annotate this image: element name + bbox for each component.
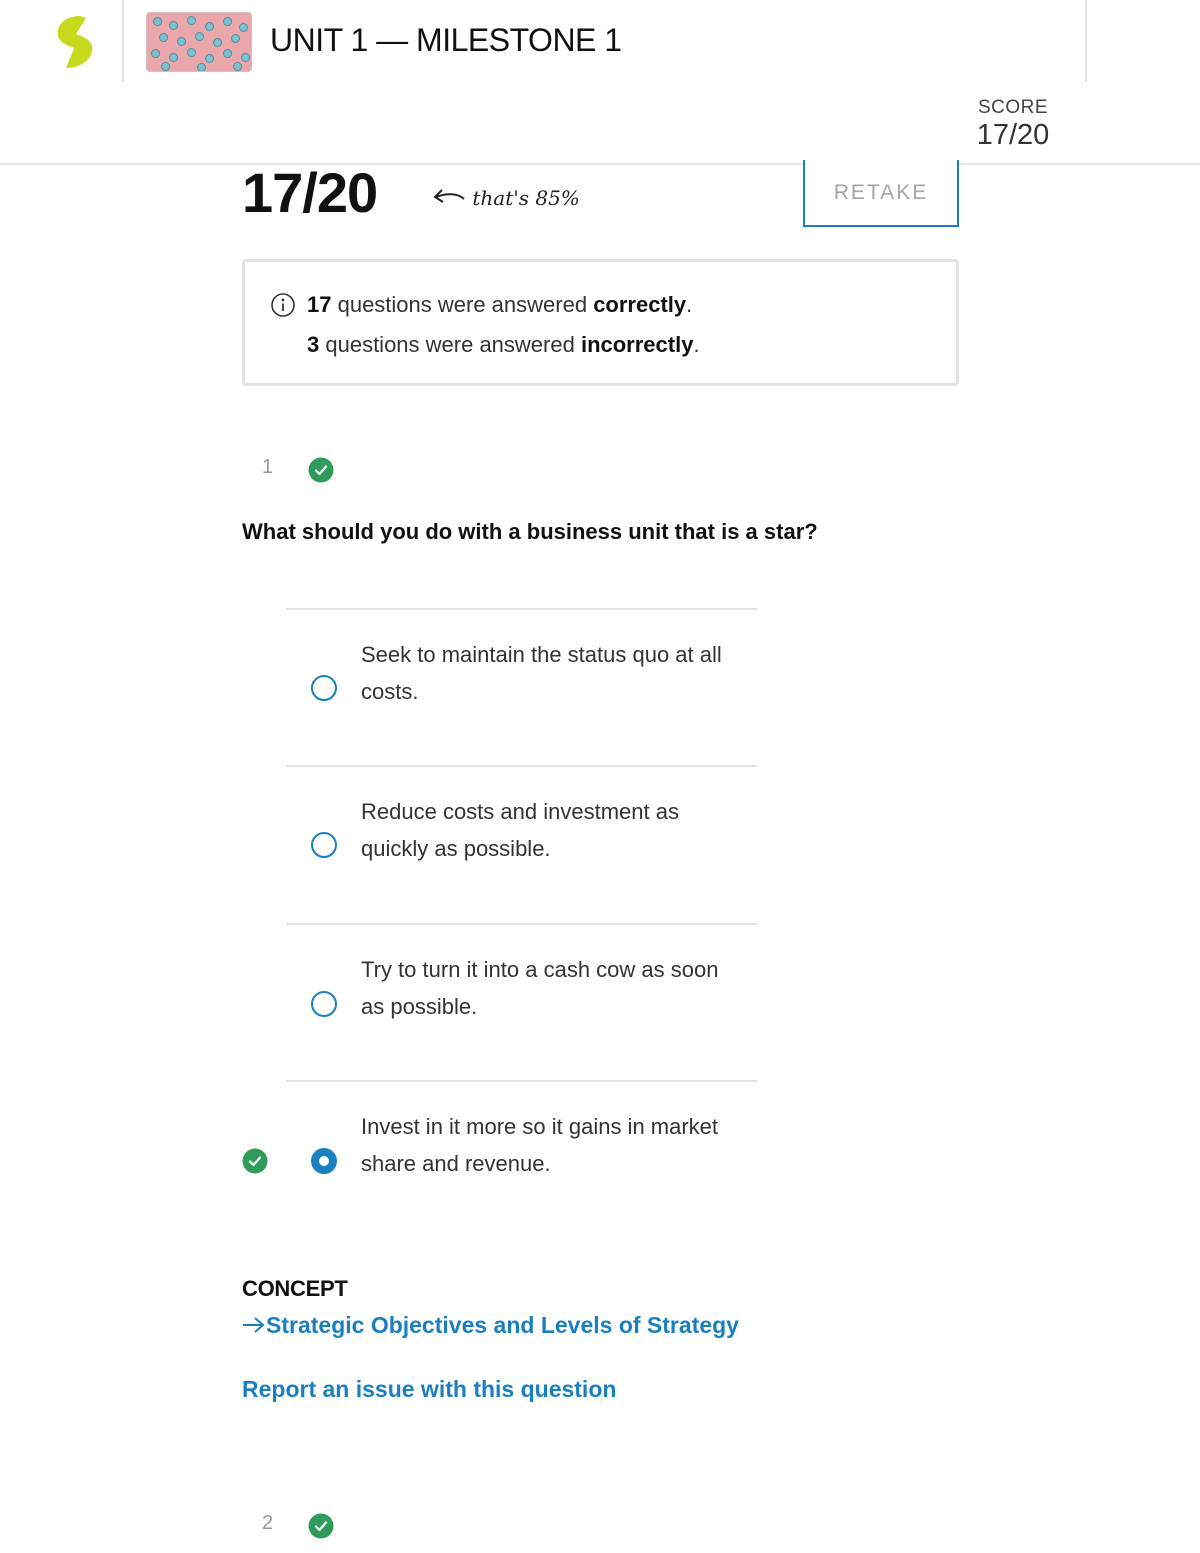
unit-title: UNIT 1 — MILESTONE 1 <box>270 22 622 58</box>
top-header <box>0 0 1200 165</box>
unit-thumbnail <box>146 12 252 72</box>
correct-check-icon <box>308 1513 334 1539</box>
option-text[interactable]: Invest in it more so it gains in market share and revenue. <box>361 1114 719 1176</box>
option-text[interactable]: Seek to maintain the status quo at all costs. <box>361 642 722 704</box>
report-issue-link[interactable]: Report an issue with this question <box>242 1376 617 1402</box>
big-score: 17/20 <box>242 161 378 224</box>
option-divider <box>286 765 757 767</box>
option-text[interactable]: Try to turn it into a cash cow as soon as possible. <box>361 957 719 1019</box>
concept-label: CONCEPT <box>242 1276 348 1301</box>
question-number: 2 <box>262 1512 274 1534</box>
header-divider <box>1085 0 1087 82</box>
results-summary <box>242 259 959 386</box>
option-radio[interactable] <box>311 991 337 1017</box>
curved-arrow-icon <box>432 187 466 209</box>
score-value: 17/20 <box>976 119 1050 151</box>
option-divider <box>286 923 757 925</box>
sophia-logo-icon[interactable] <box>52 14 100 70</box>
arrow-right-icon <box>242 1315 266 1335</box>
annotation-text: that's 85% <box>472 186 580 210</box>
header-divider <box>122 0 124 82</box>
option-radio[interactable] <box>311 675 337 701</box>
concept-link[interactable]: Strategic Objectives and Levels of Strategy <box>242 1312 739 1339</box>
retake-button[interactable]: RETAKE <box>803 160 959 227</box>
option-text[interactable]: Reduce costs and investment as quickly as possible. <box>361 799 679 861</box>
correct-check-icon <box>308 457 334 483</box>
score-annotation <box>432 186 580 210</box>
info-icon <box>270 292 296 318</box>
question-text: What should you do with a business unit that is a star? <box>242 519 818 544</box>
incorrect-summary: 3 questions were answered incorrectly. <box>307 332 700 357</box>
option-divider <box>286 608 757 610</box>
correct-summary: 17 questions were answered correctly. <box>307 292 693 317</box>
score-label: SCORE <box>977 97 1049 118</box>
option-radio-selected[interactable] <box>311 1148 337 1174</box>
question-number: 1 <box>262 456 274 478</box>
correct-answer-check-icon <box>242 1148 268 1174</box>
option-divider <box>286 1080 757 1082</box>
option-radio[interactable] <box>311 832 337 858</box>
